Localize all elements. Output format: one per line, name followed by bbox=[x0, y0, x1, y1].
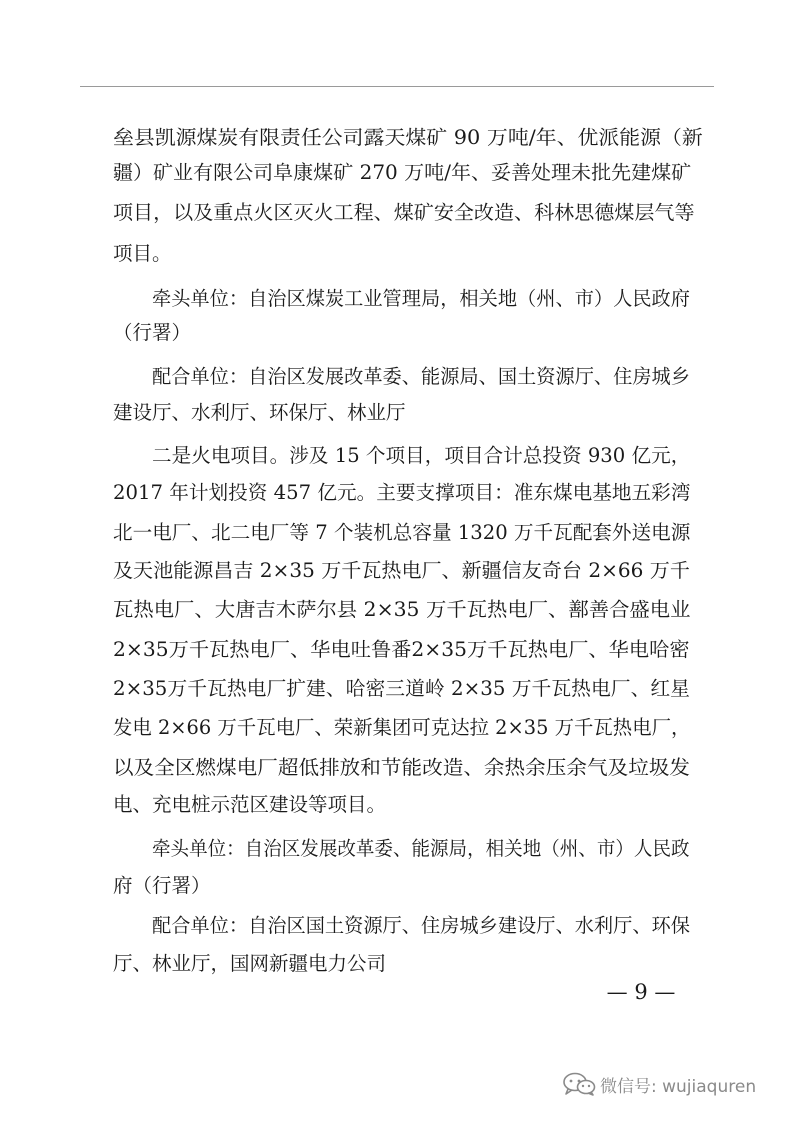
text-line: 项目，以及重点火区灭火工程、煤矿安全改造、科林思德煤层气等 bbox=[113, 201, 695, 224]
text-line: 二是火电项目。涉及 15 个项目，项目合计总投资 930 亿元， bbox=[152, 444, 691, 467]
text-line: 北一电厂、北二电厂等 7 个装机总容量 1320 万千瓦配套外送电源 bbox=[113, 521, 691, 544]
text-line: 2017 年计划投资 457 亿元。主要支撑项目：准东煤电基地五彩湾 bbox=[113, 481, 691, 504]
text-line: 疆）矿业有限公司阜康煤矿 270 万吨/年、妥善处理未批先建煤矿 bbox=[113, 161, 692, 184]
text-line: 2×35万千瓦热电厂、华电吐鲁番2×35万千瓦热电厂、华电哈密 bbox=[113, 638, 690, 661]
text-line: 牵头单位：自治区煤炭工业管理局，相关地（州、市）人民政府 bbox=[152, 287, 690, 310]
text-line: 2×35万千瓦热电厂扩建、哈密三道岭 2×35 万千瓦热电厂、红星 bbox=[113, 677, 690, 700]
text-line: 垒县凯源煤炭有限责任公司露天煤矿 90 万吨/年、优派能源（新 bbox=[113, 126, 703, 149]
text-line: 厅、林业厅，国网新疆电力公司 bbox=[113, 952, 387, 975]
text-line: 发电 2×66 万千瓦电厂、荣新集团可克达拉 2×35 万千瓦热电厂， bbox=[113, 716, 691, 739]
wechat-icon bbox=[562, 1072, 596, 1096]
text-line: 配合单位：自治区国土资源厅、住房城乡建设厅、水利厅、环保 bbox=[152, 914, 690, 937]
text-line: 府（行署） bbox=[113, 874, 211, 897]
text-line: 以及全区燃煤电厂超低排放和节能改造、余热余压余气及垃圾发 bbox=[113, 756, 691, 779]
text-line: 及天池能源昌吉 2×35 万千瓦热电厂、新疆信友奇台 2×66 万千 bbox=[113, 559, 690, 582]
text-line: 牵头单位：自治区发展改革委、能源局，相关地（州、市）人民政 bbox=[152, 837, 690, 860]
text-line: 建设厅、水利厅、环保厅、林业厅 bbox=[113, 401, 406, 424]
text-line: 瓦热电厂、大唐吉木萨尔县 2×35 万千瓦热电厂、鄯善合盛电业 bbox=[113, 598, 691, 621]
watermark-text: 微信号: wujiaquren bbox=[600, 1076, 757, 1097]
page-number: — 9 — bbox=[606, 980, 676, 1004]
text-line: 项目。 bbox=[113, 242, 172, 265]
header-rule bbox=[80, 86, 714, 87]
text-line: （行署） bbox=[113, 321, 192, 344]
wechat-watermark bbox=[562, 1069, 756, 1099]
text-line: 电、充电桩示范区建设等项目。 bbox=[113, 793, 387, 816]
text-line: 配合单位：自治区发展改革委、能源局、国土资源厅、住房城乡 bbox=[152, 365, 690, 388]
